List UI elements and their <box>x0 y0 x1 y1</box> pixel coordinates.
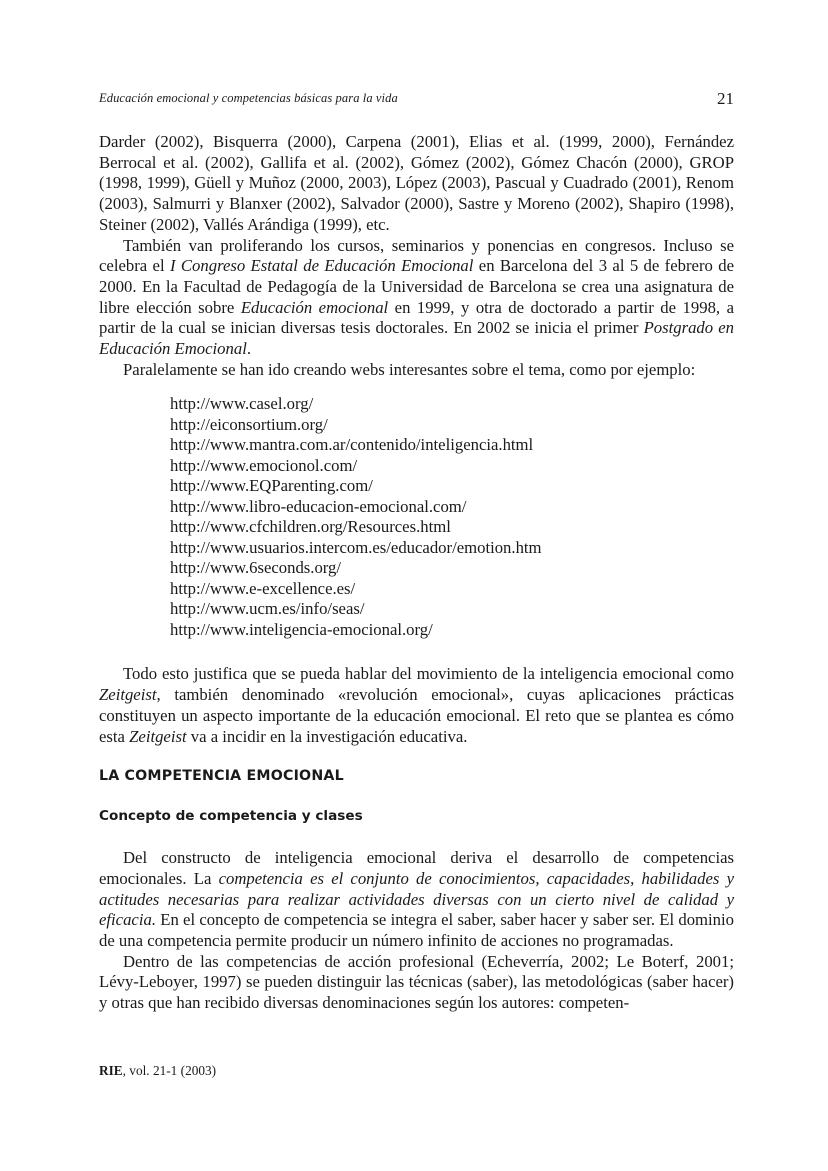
url-item: http://www.casel.org/ <box>170 394 314 414</box>
url-item: http://www.usuarios.intercom.es/educador/emotion.htm <box>170 537 542 557</box>
subject-title: Educación emocional <box>240 297 389 317</box>
postgrad-title: Postgrado en Educación Emocional <box>99 318 734 359</box>
competence-definition: competencia es el conjunto de conocimientos, capacidades, habilidades y actitudes necesarias para realizar actividades diversas con un cierto nivel de calidad y eficacia. <box>99 868 734 930</box>
url-item: http://www.e-excellence.es/ <box>170 578 356 598</box>
paragraph-courses <box>99 236 734 360</box>
url-item: http://eiconsortium.org/ <box>170 414 328 434</box>
zeitgeist-term: Zeitgeist <box>99 685 157 705</box>
text-run: En el concepto de competencia se integra el saber, saber hacer y saber ser. El dominio de una competencia permite producir un número infinito de acciones no programadas. <box>99 910 734 951</box>
congress-title: I Congreso Estatal de Educación Emocional <box>169 256 474 276</box>
url-item: http://www.mantra.com.ar/contenido/inteligencia.html <box>170 435 534 455</box>
url-item: http://www.inteligencia-emocional.org/ <box>170 619 433 639</box>
subsection-heading: Concepto de competencia y clases <box>99 808 363 825</box>
url-item: http://www.cfchildren.org/Resources.html <box>170 517 451 537</box>
text-run: Todo esto justifica que se pueda hablar del movimiento de la inteligencia emocional como <box>123 664 734 684</box>
text-run: en 1999, y otra de doctorado a partir de 1998, a partir de la cual se inician diversas tesis doctorales. En 2002 se inicia el primer <box>99 297 734 338</box>
section-heading: LA COMPETENCIA EMOCIONAL <box>99 768 344 785</box>
journal-abbrev: RIE <box>99 1063 123 1078</box>
url-list <box>170 394 734 640</box>
text-run: , también denominado «revolución emocional», cuyas aplicaciones prácticas constituyen un aspecto importante de la educación emocional. El reto que se plantea es cómo esta <box>99 685 734 746</box>
journal-volume: , vol. 21-1 (2003) <box>122 1063 217 1078</box>
url-item: http://www.6seconds.org/ <box>170 558 342 578</box>
footer <box>99 1063 216 1079</box>
url-item: http://www.EQParenting.com/ <box>170 476 373 496</box>
zeitgeist-term: Zeitgeist <box>129 726 187 746</box>
running-title: Educación emocional y competencias básicas para la vida <box>99 91 398 105</box>
paragraph-webs-intro: Paralelamente se han ido creando webs interesantes sobre el tema, como por ejemplo: <box>123 359 696 379</box>
paragraph-references: Darder (2002), Bisquerra (2000), Carpena (2001), Elias et al. (1999, 2000), Fernández Berrocal et al. (2002), Gallifa et al. (2002), Gómez (2002), Gómez Chacón (2000), GROP (1998, 1999), Güell y Muñoz (2000, 2003), López (2003), Pascual y Cuadrado (2001), Renom (2003), Salmurri y Blanxer (2002), Salvador (2000), Sastre y Moreno (2002), Shapiro (1998), Steiner (2002), Vallés Arándiga (1999), etc. <box>99 132 734 234</box>
url-item: http://www.libro-educacion-emocional.com/ <box>170 496 467 516</box>
page-number: 21 <box>717 89 734 108</box>
text-run: en Barcelona del 3 al 5 de febrero de 2000. En la Facultad de Pedagogía de la Universidad de Barcelona se crea una asignatura de libre elección sobre <box>99 256 734 317</box>
paragraph-professional-competences: Dentro de las competencias de acción profesional (Echeverría, 2002; Le Boterf, 2001; Lévy-Leboyer, 1997) se pueden distinguir las técnicas (saber), las metodológicas (saber hacer) y otras que han recibido diversas denominaciones según los autores: competen- <box>99 951 734 1013</box>
body-text <box>99 132 734 1014</box>
url-item: http://www.ucm.es/info/seas/ <box>170 599 365 619</box>
paragraph-zeitgeist <box>99 664 734 747</box>
running-header <box>99 89 734 109</box>
paragraph-competence-definition <box>99 848 734 952</box>
text-run: va a incidir en la investigación educativa. <box>186 726 468 746</box>
text-run: Del constructo de inteligencia emocional deriva el desarrollo de competencias emocionales. La <box>99 848 734 888</box>
url-item: http://www.emocionol.com/ <box>170 455 358 475</box>
text-run: . <box>246 339 252 359</box>
text-run: También van proliferando los cursos, seminarios y ponencias en congresos. Incluso se celebra el <box>99 235 734 276</box>
